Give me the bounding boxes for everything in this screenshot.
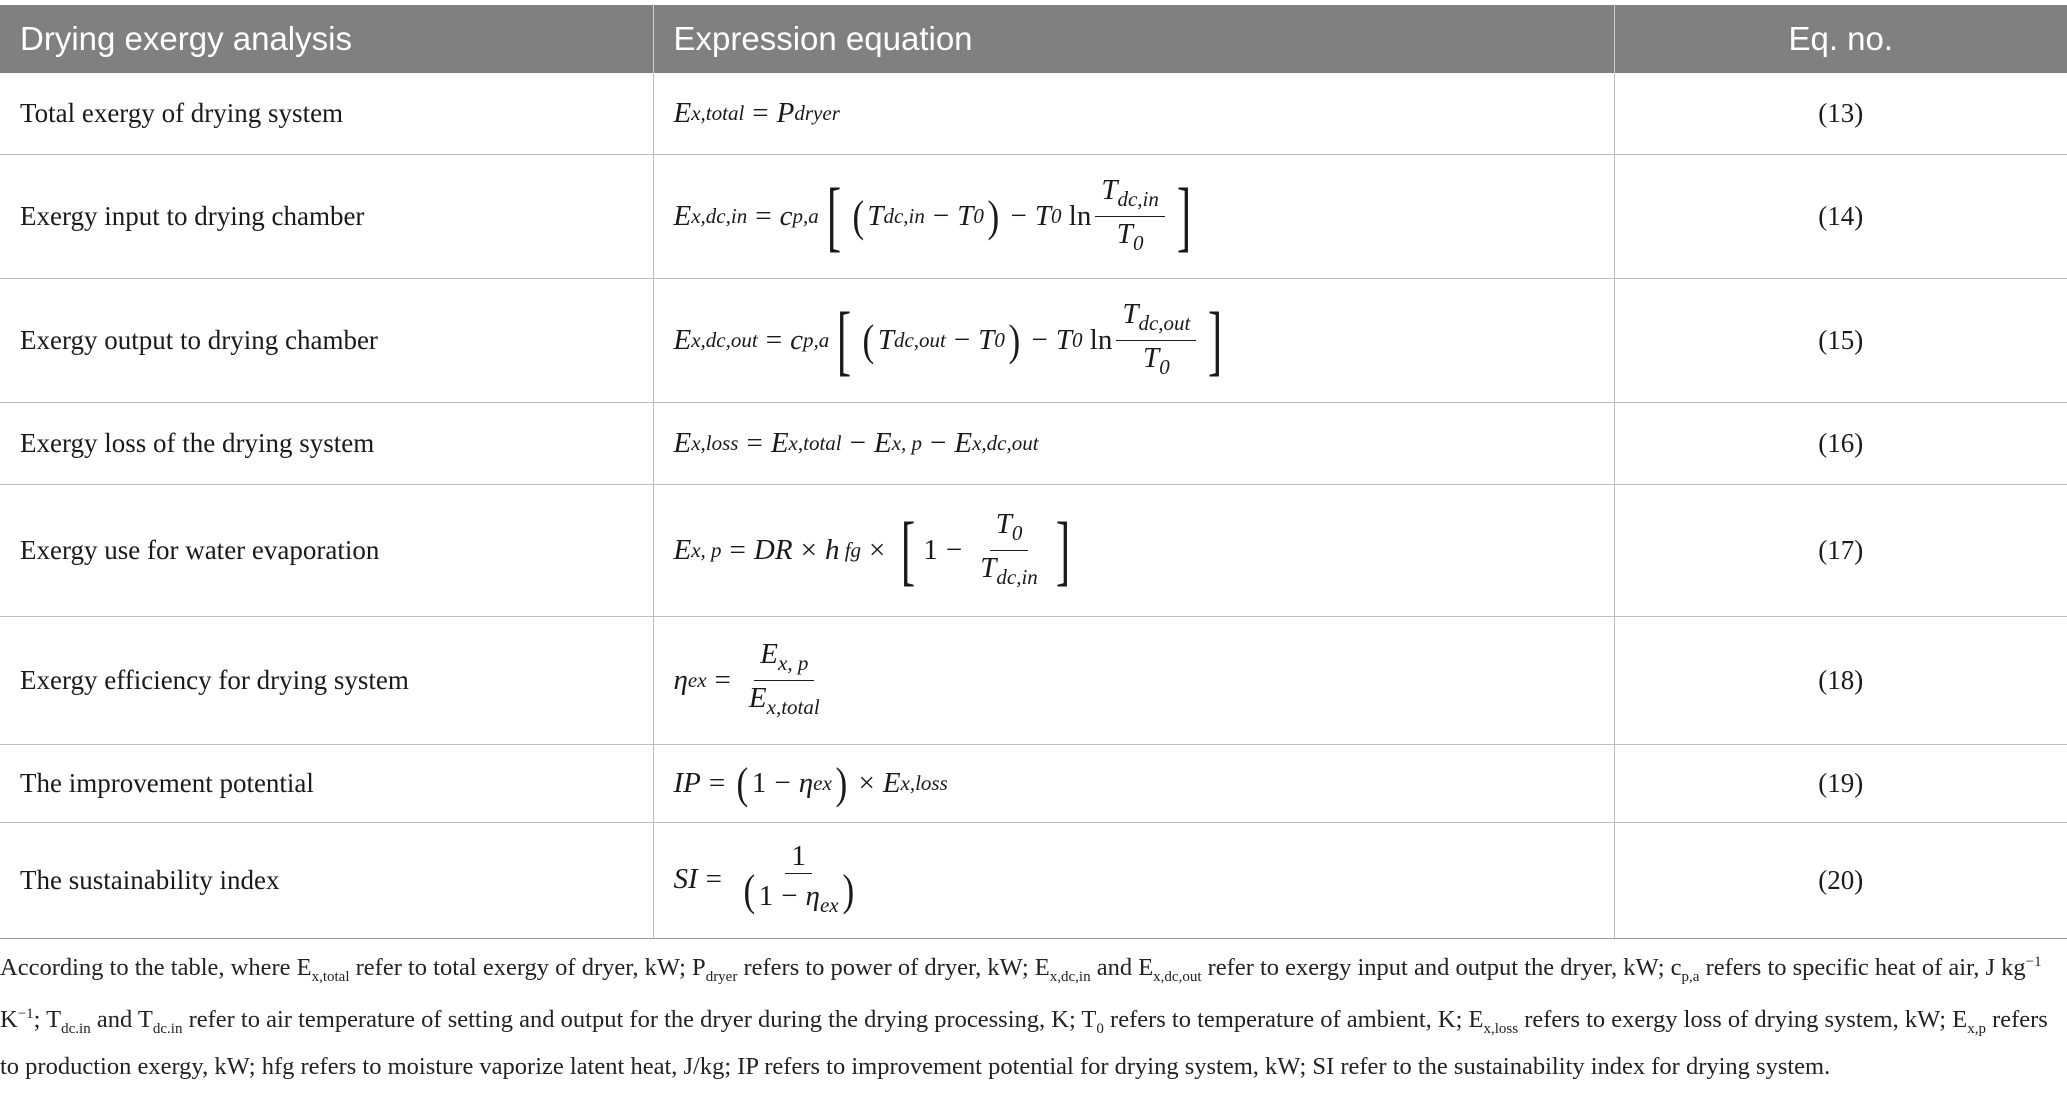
note-superscript: −1 [17,1006,34,1023]
note-text: K [0,1006,18,1034]
equation-cell [653,744,1614,822]
row-label: Exergy output to drying chamber [0,278,653,402]
equation-cell [653,278,1614,402]
table-row [0,278,2067,402]
exergy-table-container [0,5,2067,939]
table-row [0,402,2067,484]
table-row [0,154,2067,278]
eq-number: (18) [1614,616,2067,744]
note-subscript: x,dc,out [1153,969,1202,986]
row-label: The sustainability index [0,822,653,938]
header-drying-exergy-analysis: Drying exergy analysis [0,5,653,73]
eq-number: (13) [1614,73,2067,154]
equation-cell [653,154,1614,278]
header-eq-no: Eq. no. [1614,5,2067,73]
note-subscript: dryer [705,969,738,986]
eq-number: (19) [1614,744,2067,822]
note-subscript: x,dc,in [1049,969,1091,986]
equation-improvement-potential: IP = ( 1 − η ex ) × E x,loss [673,758,948,808]
equation-sustainability-index: SI = $\frac{1}{( 1 - \eta_{ex})}$ [673,839,854,917]
equation-exergy-efficiency: η ex = $\frac{E_{x, p}}{E_{x,total}}$ [673,637,820,719]
eq-number: (16) [1614,402,2067,484]
note-text: refer to air temperature of setting and output for the dryer during the drying processing, K; T [182,1006,1097,1034]
note-text: According to the table, where E [0,954,312,982]
equation-cell [653,402,1614,484]
equation-cell [653,616,1614,744]
equation-exergy-evaporation: E x, p = DR × h fg × [ 1 − $\frac{T_0}{T_{dc,in}}$ ] [673,506,1070,593]
note-subscript: dc.in [152,1021,183,1038]
eq-number: (15) [1614,278,2067,402]
eq-number: (17) [1614,484,2067,616]
row-label: Exergy use for water evaporation [0,484,653,616]
note-text: refers to specific heat of air, J kg [1699,954,2026,982]
note-text: refer to exergy input and output the dryer, kW; c [1201,954,1682,982]
row-label: Exergy loss of the drying system [0,402,653,484]
eq-number: (14) [1614,154,2067,278]
note-subscript: x,p [1967,1021,1986,1038]
table-row [0,73,2067,154]
note-text: refers to production exergy, kW; hfg refers to moisture vaporize latent heat, J/kg; IP refers to improvement potential for drying system, kW; SI refer to the sustainability index for drying system. [0,1006,2048,1081]
exergy-table [0,5,2067,939]
table-footnote [0,944,2060,1085]
equation-exergy-loss: E x,loss = E x,total − E x, p − E x,dc,out [673,426,1039,459]
note-subscript: x,total [311,969,350,986]
header-expression-equation: Expression equation [653,5,1614,73]
row-label: Total exergy of drying system [0,73,653,154]
note-subscript: p,a [1681,969,1700,986]
equation-cell [653,484,1614,616]
note-subscript: 0 [1096,1021,1104,1038]
note-subscript: x,loss [1483,1021,1519,1038]
equation-cell [653,822,1614,938]
equation-exergy-output: E x,dc,out = c p,a [ ( T dc,out − T 0 ) − T 0 ln $\frac{T_{dc,out}}{T_0}$ ] [673,296,1223,383]
table-row [0,616,2067,744]
table-row [0,822,2067,938]
eq-number: (20) [1614,822,2067,938]
note-text: refers to power of dryer, kW; E [737,954,1050,982]
row-label: Exergy efficiency for drying system [0,616,653,744]
note-text: ; T [33,1006,62,1034]
equation-exergy-input: E x,dc,in = c p,a [ ( T dc,in − T 0 ) − T 0 ln $\frac{T_{dc,in}}{T_0}$ ] [673,172,1192,259]
note-subscript: dc.in [61,1021,91,1038]
note-text: and E [1090,954,1154,982]
equation-cell [653,73,1614,154]
row-label: The improvement potential [0,744,653,822]
table-header-row [0,5,2067,73]
equation-total-exergy: E x,total = P dryer [673,96,840,129]
table-row [0,484,2067,616]
note-text: refers to temperature of ambient, K; E [1103,1006,1484,1034]
note-text: refers to exergy loss of drying system, kW; E [1518,1006,1968,1034]
note-text: refer to total exergy of dryer, kW; P [349,954,706,982]
table-row [0,744,2067,822]
note-text: and T [90,1006,153,1034]
note-superscript: −1 [2025,954,2042,970]
row-label: Exergy input to drying chamber [0,154,653,278]
